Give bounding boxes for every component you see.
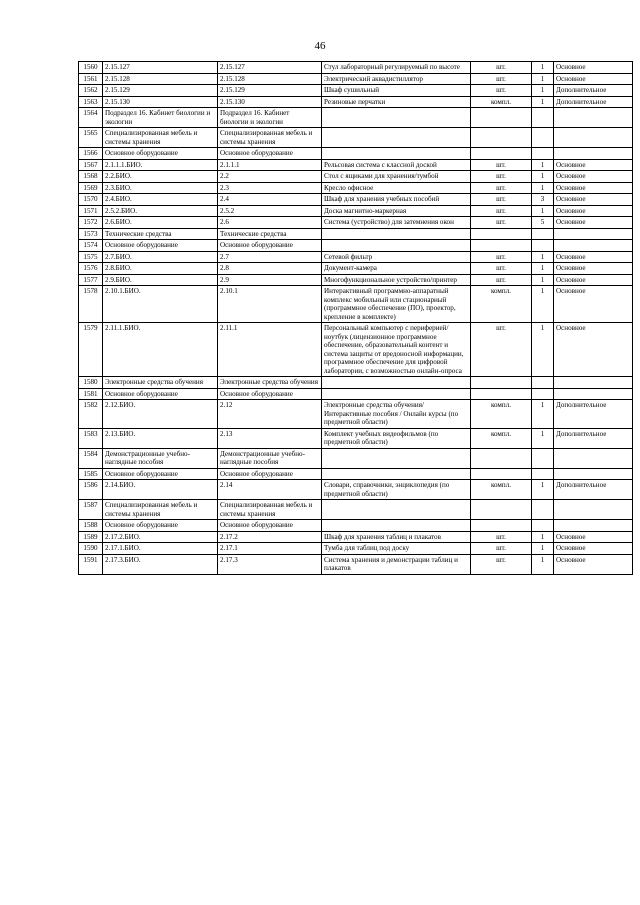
cell-code: 2.13.БИО. xyxy=(103,428,218,448)
table-row xyxy=(79,543,633,555)
cell-row-number: 1562 xyxy=(79,85,103,97)
cell-item-name xyxy=(322,108,471,128)
cell-row-number: 1576 xyxy=(79,263,103,275)
cell-unit: шт. xyxy=(471,263,532,275)
cell-base-code: 2.10.1 xyxy=(218,286,322,323)
table-row xyxy=(79,171,633,183)
cell-category xyxy=(554,468,633,480)
cell-quantity xyxy=(532,448,554,468)
cell-unit: шт. xyxy=(471,217,532,229)
cell-row-number: 1579 xyxy=(79,323,103,377)
cell-quantity xyxy=(532,108,554,128)
cell-category: Основное xyxy=(554,554,633,574)
cell-code: Основное оборудование xyxy=(103,468,218,480)
cell-code: Специализированная мебель и системы хранения xyxy=(103,500,218,520)
cell-base-code: 2.11.1 xyxy=(218,323,322,377)
cell-base-code: 2.1.1.1 xyxy=(218,159,322,171)
cell-unit: шт. xyxy=(471,73,532,85)
cell-item-name: Система хранения и демонстрации таблиц и плакатов xyxy=(322,554,471,574)
cell-unit: компл. xyxy=(471,286,532,323)
cell-item-name: Шкаф сушильный xyxy=(322,85,471,97)
cell-unit xyxy=(471,448,532,468)
cell-quantity: 1 xyxy=(532,73,554,85)
table-row xyxy=(79,228,633,240)
cell-row-number: 1569 xyxy=(79,182,103,194)
cell-base-code: 2.4 xyxy=(218,194,322,206)
cell-base-code: Основное оборудование xyxy=(218,388,322,400)
cell-row-number: 1586 xyxy=(79,480,103,500)
cell-item-name: Комплект учебных видеофильмов (по предметной области) xyxy=(322,428,471,448)
cell-code: 2.15.129 xyxy=(103,85,218,97)
cell-base-code: Электронные средства обучения xyxy=(218,377,322,389)
cell-base-code: 2.17.1 xyxy=(218,543,322,555)
cell-item-name xyxy=(322,520,471,532)
cell-category: Дополнительное xyxy=(554,428,633,448)
page-number: 46 xyxy=(314,40,326,52)
cell-category xyxy=(554,388,633,400)
cell-row-number: 1572 xyxy=(79,217,103,229)
cell-unit: шт. xyxy=(471,274,532,286)
cell-code: Специализированная мебель и системы хранения xyxy=(103,128,218,148)
table-row xyxy=(79,388,633,400)
cell-unit xyxy=(471,468,532,480)
cell-row-number: 1582 xyxy=(79,400,103,429)
cell-item-name xyxy=(322,388,471,400)
cell-item-name: Электрический аквадистиллятор xyxy=(322,73,471,85)
table-row xyxy=(79,148,633,160)
cell-code: Подраздел 16. Кабинет биологии и экологии xyxy=(103,108,218,128)
cell-unit: компл. xyxy=(471,428,532,448)
cell-item-name: Сетевой фильтр xyxy=(322,251,471,263)
cell-code: 2.3.БИО. xyxy=(103,182,218,194)
cell-row-number: 1580 xyxy=(79,377,103,389)
cell-row-number: 1573 xyxy=(79,228,103,240)
cell-item-name xyxy=(322,500,471,520)
cell-code: 2.14.БИО. xyxy=(103,480,218,500)
cell-unit: шт. xyxy=(471,205,532,217)
cell-item-name: Тумба для таблиц под доску xyxy=(322,543,471,555)
table-row xyxy=(79,240,633,252)
cell-base-code: 2.8 xyxy=(218,263,322,275)
cell-category: Основное xyxy=(554,286,633,323)
cell-category xyxy=(554,520,633,532)
table-row xyxy=(79,128,633,148)
cell-code: 2.17.2.БИО. xyxy=(103,531,218,543)
cell-code: Демонстрационные учебно-наглядные пособия xyxy=(103,448,218,468)
cell-item-name: Рельсовая система с классной доской xyxy=(322,159,471,171)
table-row xyxy=(79,468,633,480)
cell-item-name: Словари, справочники, энциклопедия (по предметной области) xyxy=(322,480,471,500)
cell-row-number: 1565 xyxy=(79,128,103,148)
cell-category xyxy=(554,500,633,520)
cell-code: 2.9.БИО. xyxy=(103,274,218,286)
cell-category xyxy=(554,108,633,128)
cell-base-code: 2.15.130 xyxy=(218,96,322,108)
table-row xyxy=(79,500,633,520)
cell-code: 2.11.1.БИО. xyxy=(103,323,218,377)
cell-category: Основное xyxy=(554,217,633,229)
cell-quantity xyxy=(532,377,554,389)
cell-quantity: 1 xyxy=(532,543,554,555)
cell-code: 2.8.БИО. xyxy=(103,263,218,275)
cell-row-number: 1574 xyxy=(79,240,103,252)
cell-row-number: 1575 xyxy=(79,251,103,263)
cell-row-number: 1567 xyxy=(79,159,103,171)
cell-item-name: Персональный компьютер с периферией/ноутбук (лицензионное программное обеспечение, образовательный контент и система защиты от вредоносной информации, программное обеспечение для цифровой лаборатории, с возможностью онлайн-опроса xyxy=(322,323,471,377)
cell-item-name: Стул лабораторный регулируемый по высоте xyxy=(322,62,471,74)
cell-code: 2.17.1.БИО. xyxy=(103,543,218,555)
equipment-table xyxy=(78,61,633,575)
cell-row-number: 1584 xyxy=(79,448,103,468)
cell-category: Основное xyxy=(554,531,633,543)
cell-base-code: Демонстрационные учебно-наглядные пособия xyxy=(218,448,322,468)
cell-unit: шт. xyxy=(471,171,532,183)
cell-category xyxy=(554,240,633,252)
cell-category xyxy=(554,228,633,240)
cell-row-number: 1581 xyxy=(79,388,103,400)
cell-item-name: Документ-камера xyxy=(322,263,471,275)
cell-code: 2.17.3.БИО. xyxy=(103,554,218,574)
cell-code: Электронные средства обучения xyxy=(103,377,218,389)
cell-base-code: 2.5.2 xyxy=(218,205,322,217)
table-row xyxy=(79,194,633,206)
cell-unit: компл. xyxy=(471,400,532,429)
cell-code: Основное оборудование xyxy=(103,240,218,252)
cell-item-name xyxy=(322,377,471,389)
cell-item-name: Электронные средства обучения/Интерактивные пособия / Онлайн курсы (по предметной области) xyxy=(322,400,471,429)
cell-row-number: 1585 xyxy=(79,468,103,480)
cell-category: Основное xyxy=(554,205,633,217)
cell-base-code: 2.17.3 xyxy=(218,554,322,574)
cell-quantity: 1 xyxy=(532,85,554,97)
cell-quantity: 1 xyxy=(532,159,554,171)
cell-quantity: 5 xyxy=(532,217,554,229)
cell-base-code: 2.9 xyxy=(218,274,322,286)
cell-category: Основное xyxy=(554,171,633,183)
cell-row-number: 1568 xyxy=(79,171,103,183)
cell-quantity: 1 xyxy=(532,428,554,448)
table-row xyxy=(79,182,633,194)
cell-code: 2.15.130 xyxy=(103,96,218,108)
cell-quantity: 1 xyxy=(532,274,554,286)
cell-code: Технические средства xyxy=(103,228,218,240)
cell-category: Основное xyxy=(554,62,633,74)
cell-quantity: 3 xyxy=(532,194,554,206)
cell-unit xyxy=(471,148,532,160)
cell-code: 2.12.БИО. xyxy=(103,400,218,429)
table-row xyxy=(79,96,633,108)
cell-base-code: 2.2 xyxy=(218,171,322,183)
cell-category: Основное xyxy=(554,182,633,194)
cell-category: Основное xyxy=(554,159,633,171)
table-row xyxy=(79,531,633,543)
cell-base-code: Основное оборудование xyxy=(218,240,322,252)
cell-quantity: 1 xyxy=(532,323,554,377)
cell-row-number: 1566 xyxy=(79,148,103,160)
cell-row-number: 1560 xyxy=(79,62,103,74)
cell-base-code: 2.15.128 xyxy=(218,73,322,85)
cell-unit xyxy=(471,377,532,389)
cell-unit xyxy=(471,520,532,532)
cell-item-name: Интерактивный программно-аппаратный комплекс мобильный или стационарный (программное обеспечение (ПО), проектор, крепление в комплекте) xyxy=(322,286,471,323)
cell-base-code: 2.3 xyxy=(218,182,322,194)
table-row xyxy=(79,205,633,217)
cell-category: Основное xyxy=(554,323,633,377)
cell-unit: шт. xyxy=(471,159,532,171)
cell-row-number: 1563 xyxy=(79,96,103,108)
table-row xyxy=(79,323,633,377)
cell-item-name xyxy=(322,128,471,148)
cell-base-code: 2.17.2 xyxy=(218,531,322,543)
cell-row-number: 1589 xyxy=(79,531,103,543)
table-row xyxy=(79,554,633,574)
cell-row-number: 1561 xyxy=(79,73,103,85)
cell-base-code: Подраздел 16. Кабинет биологии и экологии xyxy=(218,108,322,128)
cell-category xyxy=(554,377,633,389)
cell-base-code: 2.6 xyxy=(218,217,322,229)
table-row xyxy=(79,520,633,532)
cell-base-code: 2.13 xyxy=(218,428,322,448)
cell-quantity xyxy=(532,468,554,480)
cell-base-code: 2.15.127 xyxy=(218,62,322,74)
cell-category: Основное xyxy=(554,251,633,263)
cell-item-name: Шкаф для хранения учебных пособий xyxy=(322,194,471,206)
cell-quantity: 1 xyxy=(532,531,554,543)
cell-row-number: 1570 xyxy=(79,194,103,206)
cell-code: 2.5.2.БИО. xyxy=(103,205,218,217)
cell-unit xyxy=(471,228,532,240)
cell-code: 2.15.127 xyxy=(103,62,218,74)
cell-category: Дополнительное xyxy=(554,400,633,429)
cell-quantity: 1 xyxy=(532,96,554,108)
cell-base-code: Основное оборудование xyxy=(218,148,322,160)
cell-code: 2.4.БИО. xyxy=(103,194,218,206)
cell-quantity: 1 xyxy=(532,400,554,429)
cell-quantity: 1 xyxy=(532,480,554,500)
cell-quantity: 1 xyxy=(532,554,554,574)
table-row xyxy=(79,251,633,263)
cell-unit: шт. xyxy=(471,62,532,74)
cell-code: 2.2.БИО. xyxy=(103,171,218,183)
cell-unit xyxy=(471,128,532,148)
cell-code: 2.7.БИО. xyxy=(103,251,218,263)
cell-quantity xyxy=(532,520,554,532)
cell-unit: шт. xyxy=(471,543,532,555)
table-row xyxy=(79,73,633,85)
table-row xyxy=(79,400,633,429)
cell-item-name: Система (устройство) для затемнения окон xyxy=(322,217,471,229)
cell-category: Дополнительное xyxy=(554,85,633,97)
cell-row-number: 1587 xyxy=(79,500,103,520)
cell-category: Основное xyxy=(554,274,633,286)
cell-unit: шт. xyxy=(471,554,532,574)
cell-item-name xyxy=(322,148,471,160)
cell-unit: шт. xyxy=(471,323,532,377)
cell-row-number: 1571 xyxy=(79,205,103,217)
cell-quantity: 1 xyxy=(532,263,554,275)
cell-item-name xyxy=(322,468,471,480)
cell-item-name: Шкаф для хранения таблиц и плакатов xyxy=(322,531,471,543)
cell-row-number: 1591 xyxy=(79,554,103,574)
cell-quantity xyxy=(532,388,554,400)
cell-quantity xyxy=(532,148,554,160)
cell-row-number: 1564 xyxy=(79,108,103,128)
cell-code: 2.6.БИО. xyxy=(103,217,218,229)
cell-quantity: 1 xyxy=(532,62,554,74)
cell-code: Основное оборудование xyxy=(103,388,218,400)
cell-code: Основное оборудование xyxy=(103,520,218,532)
table-row xyxy=(79,62,633,74)
cell-item-name xyxy=(322,448,471,468)
cell-base-code: 2.14 xyxy=(218,480,322,500)
cell-code: Основное оборудование xyxy=(103,148,218,160)
cell-base-code: 2.15.129 xyxy=(218,85,322,97)
cell-item-name: Многофункциональное устройство/принтер xyxy=(322,274,471,286)
cell-unit: компл. xyxy=(471,480,532,500)
cell-row-number: 1578 xyxy=(79,286,103,323)
cell-unit: шт. xyxy=(471,531,532,543)
cell-category xyxy=(554,148,633,160)
cell-category: Дополнительное xyxy=(554,480,633,500)
cell-base-code: 2.7 xyxy=(218,251,322,263)
cell-unit: шт. xyxy=(471,251,532,263)
cell-base-code: Специализированная мебель и системы хранения xyxy=(218,500,322,520)
cell-quantity xyxy=(532,240,554,252)
cell-category xyxy=(554,128,633,148)
table-row xyxy=(79,159,633,171)
table-row xyxy=(79,274,633,286)
cell-code: 2.1.1.1.БИО. xyxy=(103,159,218,171)
cell-category xyxy=(554,448,633,468)
cell-quantity xyxy=(532,228,554,240)
table-row xyxy=(79,480,633,500)
cell-quantity xyxy=(532,500,554,520)
cell-quantity: 1 xyxy=(532,171,554,183)
table-row xyxy=(79,263,633,275)
table-row xyxy=(79,217,633,229)
cell-quantity: 1 xyxy=(532,251,554,263)
cell-base-code: Основное оборудование xyxy=(218,520,322,532)
table-row xyxy=(79,428,633,448)
cell-unit xyxy=(471,108,532,128)
cell-base-code: Технические средства xyxy=(218,228,322,240)
cell-unit: компл. xyxy=(471,96,532,108)
cell-item-name xyxy=(322,240,471,252)
cell-category: Основное xyxy=(554,543,633,555)
cell-category: Дополнительное xyxy=(554,96,633,108)
cell-quantity: 1 xyxy=(532,182,554,194)
cell-row-number: 1588 xyxy=(79,520,103,532)
cell-unit xyxy=(471,240,532,252)
cell-base-code: Основное оборудование xyxy=(218,468,322,480)
cell-row-number: 1590 xyxy=(79,543,103,555)
table-row xyxy=(79,377,633,389)
cell-category: Основное xyxy=(554,263,633,275)
cell-unit: шт. xyxy=(471,182,532,194)
table-row xyxy=(79,448,633,468)
cell-item-name: Доска магнитно-маркерная xyxy=(322,205,471,217)
cell-quantity xyxy=(532,128,554,148)
cell-row-number: 1577 xyxy=(79,274,103,286)
cell-base-code: Специализированная мебель и системы хранения xyxy=(218,128,322,148)
cell-base-code: 2.12 xyxy=(218,400,322,429)
cell-unit xyxy=(471,500,532,520)
cell-category: Основное xyxy=(554,73,633,85)
cell-code: 2.15.128 xyxy=(103,73,218,85)
table-row xyxy=(79,108,633,128)
cell-category: Основное xyxy=(554,194,633,206)
cell-unit: шт. xyxy=(471,85,532,97)
table-row xyxy=(79,286,633,323)
cell-unit: шт. xyxy=(471,194,532,206)
cell-unit xyxy=(471,388,532,400)
cell-item-name xyxy=(322,228,471,240)
cell-item-name: Кресло офисное xyxy=(322,182,471,194)
cell-item-name: Резиновые перчатки xyxy=(322,96,471,108)
cell-code: 2.10.1.БИО. xyxy=(103,286,218,323)
table-row xyxy=(79,85,633,97)
cell-quantity: 1 xyxy=(532,286,554,323)
cell-row-number: 1583 xyxy=(79,428,103,448)
cell-quantity: 1 xyxy=(532,205,554,217)
cell-item-name: Стол с ящиками для хранения/тумбой xyxy=(322,171,471,183)
